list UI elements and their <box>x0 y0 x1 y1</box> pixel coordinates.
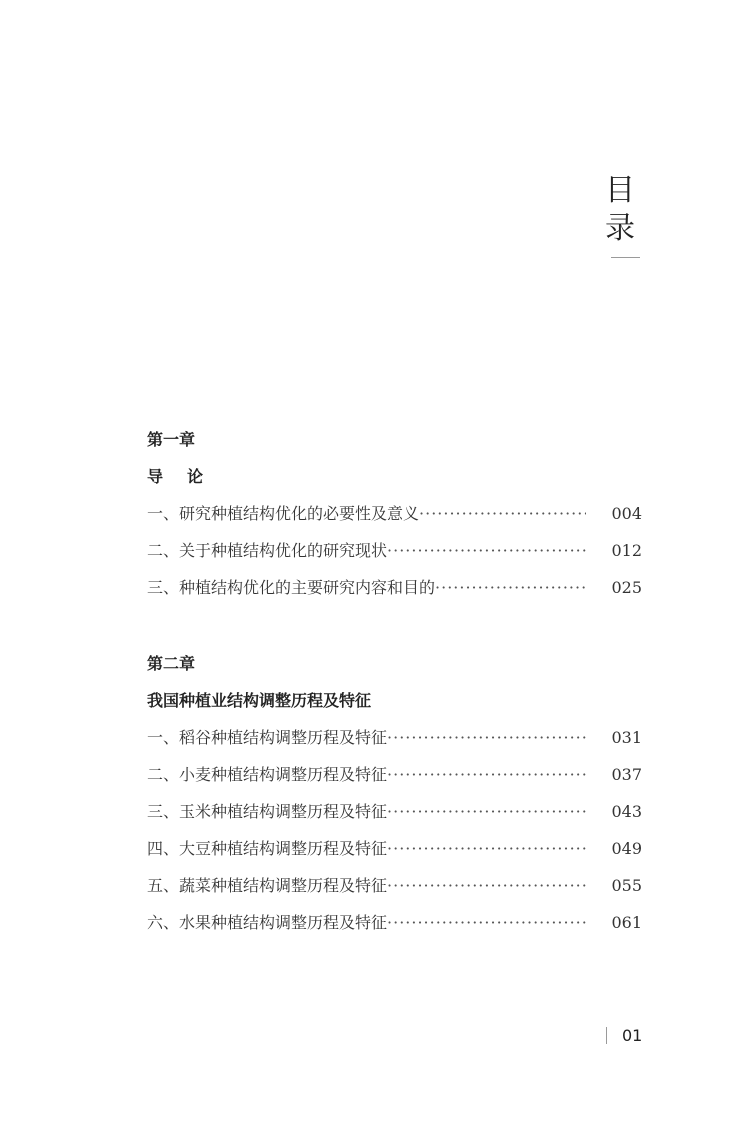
toc-entry-label: 二、小麦种植结构调整历程及特征 <box>147 765 388 784</box>
toc-entry[interactable] <box>147 569 642 606</box>
chapter-number: 第二章 <box>147 654 196 673</box>
toc-entry[interactable] <box>147 756 642 793</box>
toc-entry-label: 一、稻谷种植结构调整历程及特征 <box>147 728 388 747</box>
chapter-title: 我国种植业结构调整历程及特征 <box>147 691 372 710</box>
toc-entry-label: 二、关于种植结构优化的研究现状 <box>147 541 388 560</box>
toc-entry-page: 037 <box>611 765 642 784</box>
dot-leader <box>387 867 586 904</box>
toc-entry-page: 049 <box>611 839 642 858</box>
toc-entry[interactable] <box>147 532 642 569</box>
title-divider <box>611 257 640 258</box>
toc-entry-page: 025 <box>611 578 642 597</box>
dot-leader <box>387 532 586 569</box>
toc-entry-page: 043 <box>611 802 642 821</box>
dot-leader <box>387 904 586 941</box>
dot-leader <box>419 495 586 532</box>
chapter-title: 导论 <box>147 467 228 486</box>
page-title <box>600 172 640 248</box>
chapter-number: 第一章 <box>147 430 196 449</box>
toc-entry[interactable] <box>147 719 642 756</box>
toc-entry-label: 三、种植结构优化的主要研究内容和目的 <box>147 578 436 597</box>
page-title-char-1: 目 <box>605 173 635 208</box>
dot-leader <box>387 830 586 867</box>
page-title-char-2: 录 <box>605 211 635 246</box>
toc-entry-label: 一、研究种植结构优化的必要性及意义 <box>147 504 420 523</box>
toc-entry-page: 004 <box>611 504 642 523</box>
toc-entry-label: 三、玉米种植结构调整历程及特征 <box>147 802 388 821</box>
dot-leader <box>435 569 586 606</box>
dot-leader <box>387 793 586 830</box>
chapter-2 <box>147 645 642 941</box>
toc-entry-page: 031 <box>611 728 642 747</box>
toc-entry-page: 055 <box>611 876 642 895</box>
footer-divider <box>606 1027 607 1044</box>
toc-entry-page: 012 <box>611 541 642 560</box>
toc-entry[interactable] <box>147 830 642 867</box>
chapter-1 <box>147 421 642 606</box>
toc-entry-label: 五、蔬菜种植结构调整历程及特征 <box>147 876 388 895</box>
dot-leader <box>387 719 586 756</box>
toc-entry-label: 四、大豆种植结构调整历程及特征 <box>147 839 388 858</box>
page-number: 01 <box>622 1026 643 1045</box>
toc-entry-label: 六、水果种植结构调整历程及特征 <box>147 913 388 932</box>
toc-entry[interactable] <box>147 867 642 904</box>
toc-entry[interactable] <box>147 495 642 532</box>
toc-entry-page: 061 <box>611 913 642 932</box>
dot-leader <box>387 756 586 793</box>
toc-entry[interactable] <box>147 793 642 830</box>
toc-entry[interactable] <box>147 904 642 941</box>
